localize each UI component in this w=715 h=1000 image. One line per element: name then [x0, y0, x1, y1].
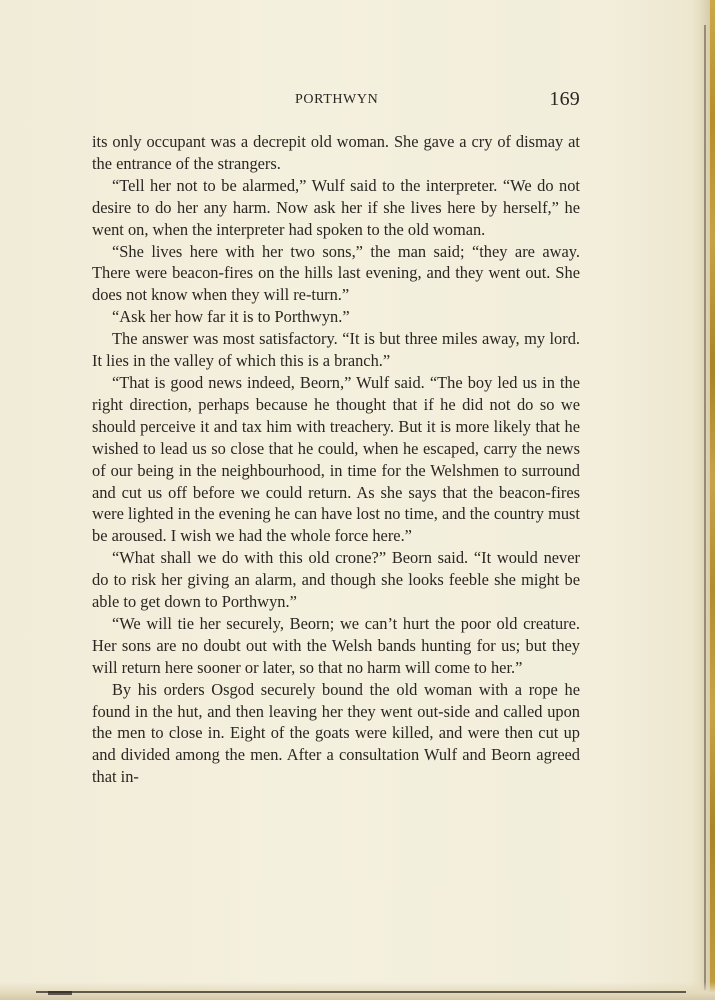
page-body-text — [92, 131, 580, 788]
paragraph-5: The answer was most satisfactory. “It is but three miles away, my lord. It lies in the valley of which this is a branch.” — [92, 329, 580, 371]
paragraph-8: “We will tie her securely, Beorn; we can’t hurt the poor old creature. Her sons are no doubt out with the Welsh bands hunting for us; but they will return here sooner or later, so that no harm will come to her.” — [92, 613, 580, 677]
page-bottom-rule — [36, 991, 686, 993]
page-bottom-mark — [48, 991, 72, 995]
book-spine-gilt-edge — [710, 0, 715, 1000]
page-header — [92, 88, 580, 111]
page-number: 169 — [549, 88, 580, 110]
paragraph-6: “That is good news indeed, Beorn,” Wulf said. “The boy led us in the right direction, perhaps because he thought that if he did not do so we should perceive it and tax him with treachery. But it is more likely that he wished to lead us so close that he could, when he escaped, carry the news of our being in the neighbourhood, in time for the Welshmen to surround and cut us off before we could return. As she says that the beacon-fires were lighted in the evening he can have lost no time, and the country must be aroused. I wish we had the whole force here.” — [92, 372, 580, 546]
page-edge-line — [704, 25, 706, 990]
paragraph-7: “What shall we do with this old crone?” Beorn said. “It would never do to risk her giving an alarm, and though she looks feeble she might be able to get down to Porthwyn.” — [92, 548, 580, 612]
paragraph-3: “She lives here with her two sons,” the man said; “they are away. There were beacon-fires on the hills last evening, and they went out. She does not know when they will re-turn.” — [92, 241, 580, 305]
paragraph-1: its only occupant was a decrepit old woman. She gave a cry of dismay at the entrance of the strangers. — [92, 132, 580, 173]
paragraph-9: By his orders Osgod securely bound the old woman with a rope he found in the hut, and then leaving her they went out-side and called upon the men to close in. Eight of the goats were killed, and were then cut up and divided among the men. After a consultation Wulf and Beorn agreed that in- — [92, 679, 580, 787]
running-head: PORTHWYN — [295, 92, 379, 107]
paragraph-2: “Tell her not to be alarmed,” Wulf said to the interpreter. “We do not desire to do her any harm. Now ask her if she lives here by herself,” he went on, when the interpreter had spoken to the old woman. — [92, 175, 580, 239]
paragraph-4: “Ask her how far it is to Porthwyn.” — [112, 307, 350, 327]
